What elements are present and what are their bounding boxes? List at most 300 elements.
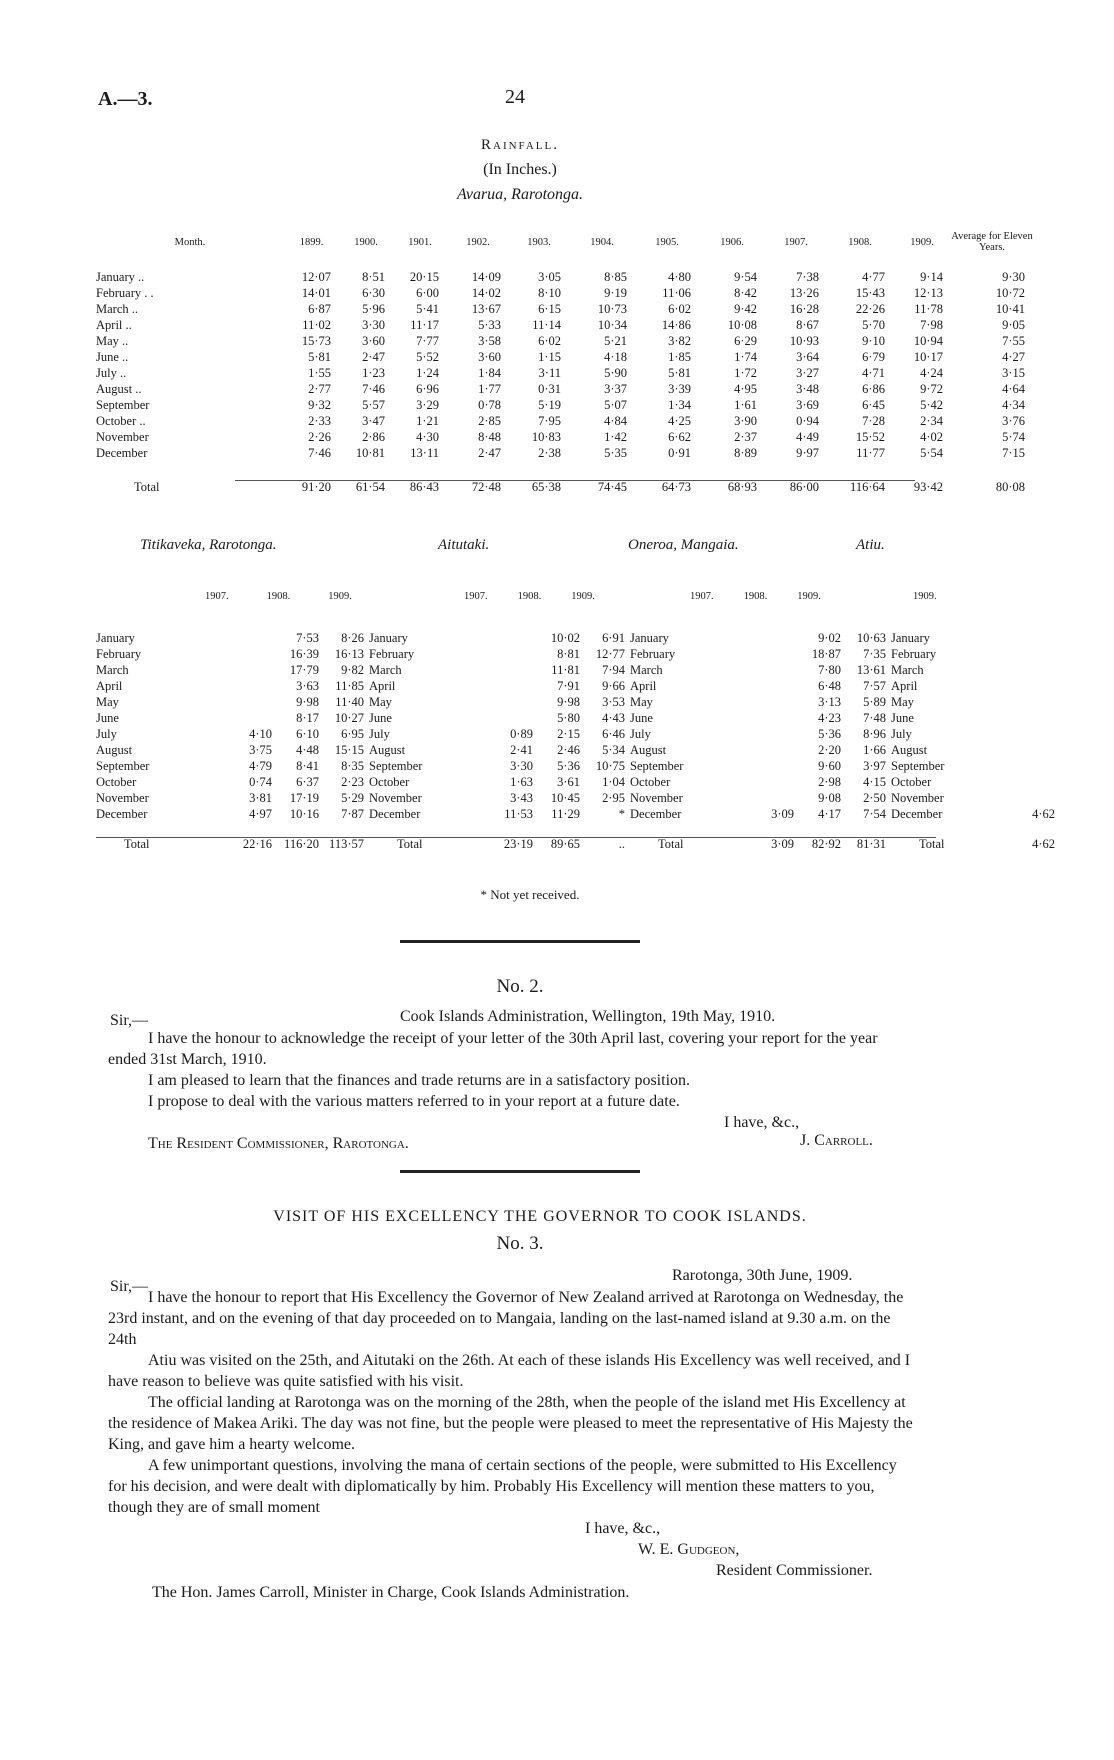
year-label: 1909. (797, 591, 821, 602)
rainfall-value: 4·24 (920, 365, 943, 380)
oneroa-value: 2·20 (818, 742, 841, 757)
rainfall-value: 4·71 (862, 365, 885, 380)
rainfall-station: Avarua, Rarotonga. (456, 186, 584, 203)
rainfall-value: 20·15 (409, 269, 439, 284)
month-row (96, 710, 1060, 726)
titikaveka-heading: Titikaveka, Rarotonga. (140, 537, 277, 553)
aitutaki-total-label: Total (397, 837, 423, 851)
titikaveka-value: 4·79 (249, 758, 272, 773)
year-header: 1908. (848, 236, 872, 248)
rainfall-value: 10·34 (597, 317, 627, 332)
rainfall-value: 4·95 (734, 381, 757, 396)
rainfall-value: 15·52 (855, 429, 885, 444)
titikaveka-value: 4·97 (249, 806, 272, 821)
footnote: * Not yet received. (480, 887, 580, 902)
letter-3-closing: I have, &c., (585, 1520, 661, 1537)
letter-2-closing: I have, &c., (724, 1114, 800, 1131)
titikaveka-value (236, 662, 277, 678)
rainfall-value: 1·74 (734, 349, 757, 364)
rainfall-value: 0·91 (668, 445, 691, 460)
rainfall-value: 11·78 (914, 301, 943, 316)
titikaveka-value: 10·27 (334, 710, 364, 725)
rainfall-value: 1·23 (362, 365, 385, 380)
rainfall-value: 8·42 (734, 285, 757, 300)
oneroa-value: 4·17 (818, 806, 841, 821)
rainfall-value: 7·38 (796, 269, 819, 284)
rainfall-value: 116·64 (850, 480, 885, 494)
rainfall-value: 9·30 (1002, 269, 1025, 284)
titikaveka-month-label: November (96, 790, 149, 805)
aitutaki-total-value: 23·19 (503, 837, 533, 851)
oneroa-value: 7·57 (863, 678, 886, 693)
rainfall-value: 3·60 (362, 333, 385, 348)
letter-2-para-1: I have the honour to acknowledge the receipt of your letter of the 30th April last, covering your report for the year ended 31st March, 1910. (108, 1030, 878, 1068)
rainfall-value: 2·37 (734, 429, 757, 444)
aitutaki-value: 7·94 (602, 662, 625, 677)
aitutaki-value: 6·46 (602, 726, 625, 741)
atiu-value (1015, 758, 1060, 774)
oneroa-value: 7·54 (863, 806, 886, 821)
rainfall-value: 0·78 (478, 397, 501, 412)
rainfall-value: 0·31 (538, 381, 561, 396)
rainfall-value: 9·10 (862, 333, 885, 348)
oneroa-value: 7·48 (863, 710, 886, 725)
rainfall-value: 5·74 (1002, 429, 1025, 444)
rainfall-value: 5·81 (668, 365, 691, 380)
rainfall-value: 22·26 (855, 301, 885, 316)
letter-3-para-1: I have the honour to report that His Excellency the Governor of New Zealand arrived at Rarotonga on Wednesday, the 23rd instant, and on the evening of that day proceeded on to Mangaia, landing on the last-named island at 9.30 a.m. on the 24th (108, 1289, 904, 1348)
rainfall-value: 61·54 (355, 480, 385, 494)
oneroa-value (758, 694, 799, 710)
atiu-month-label: May (891, 694, 914, 709)
rainfall-value: 8·85 (604, 269, 627, 284)
rainfall-value: 80·08 (995, 480, 1025, 494)
titikaveka-value: 3·75 (249, 742, 272, 757)
year-label: 1907. (205, 591, 229, 602)
month-row (96, 285, 1033, 301)
aitutaki-value: 12·77 (595, 646, 625, 661)
rainfall-value: 5·81 (308, 349, 331, 364)
titikaveka-value (236, 630, 277, 646)
month-row (96, 269, 1033, 285)
rainfall-value: 1·21 (416, 413, 439, 428)
oneroa-value: 13·61 (856, 662, 886, 677)
atiu-total-label: Total (919, 837, 945, 851)
rainfall-value: 1·61 (734, 397, 757, 412)
year-header: 1901. (408, 236, 432, 248)
aitutaki-value: 11·29 (551, 806, 580, 821)
atiu-heading: Atiu. (856, 537, 885, 553)
rainfall-value: 3·82 (668, 333, 691, 348)
oneroa-value: 8·96 (863, 726, 886, 741)
month-row (96, 333, 1033, 349)
rainfall-value: 5·90 (604, 365, 627, 380)
rainfall-value: 7·46 (362, 381, 385, 396)
rainfall-value: 4·18 (604, 349, 627, 364)
rainfall-value: 10·72 (995, 285, 1025, 300)
titikaveka-value: 17·79 (289, 662, 319, 677)
oneroa-value (758, 646, 799, 662)
titikaveka-month-label: September (96, 758, 150, 773)
rainfall-value: 8·89 (734, 445, 757, 460)
titikaveka-month-label: January (96, 630, 135, 645)
rainfall-value: 0·94 (796, 413, 819, 428)
rainfall-value: 91·20 (301, 480, 331, 494)
month-header: Month. (174, 236, 206, 248)
rainfall-value: 5·33 (478, 317, 501, 332)
rainfall-value: 4·64 (1002, 381, 1025, 396)
oneroa-total-value: 81·31 (856, 837, 886, 851)
year-label: 1909. (328, 591, 352, 602)
titikaveka-month-label: April (96, 678, 123, 693)
rainfall-value: 1·42 (604, 429, 627, 444)
rainfall-value: 10·81 (355, 445, 385, 460)
salutation: Sir,— (110, 1012, 149, 1029)
titikaveka-value (236, 646, 277, 662)
titikaveka-month-label: December (96, 806, 148, 821)
oneroa-value: 5·89 (863, 694, 886, 709)
aitutaki-value: 6·91 (602, 630, 625, 645)
rainfall-value: 10·83 (531, 429, 561, 444)
titikaveka-value: 9·82 (341, 662, 364, 677)
month-label: December (96, 445, 148, 460)
aitutaki-value: 10·75 (595, 758, 625, 773)
oneroa-value: 18·87 (811, 646, 841, 661)
oneroa-value: 9·08 (818, 790, 841, 805)
month-row (96, 630, 1060, 646)
aitutaki-value: 8·81 (557, 646, 580, 661)
titikaveka-month-label: May (96, 694, 119, 709)
atiu-value (1015, 630, 1060, 646)
rainfall-value: 3·05 (538, 269, 561, 284)
oneroa-value (758, 742, 799, 758)
year-label: 1908. (266, 591, 291, 602)
rainfall-value: 16·28 (789, 301, 819, 316)
rainfall-value: 5·96 (362, 301, 385, 316)
rainfall-value: 2·85 (478, 413, 501, 428)
total-rule (235, 480, 915, 481)
rainfall-value: 3·69 (796, 397, 819, 412)
titikaveka-total-value: 22·16 (242, 837, 272, 851)
aitutaki-month-label: December (369, 806, 421, 821)
month-label: July .. (96, 365, 127, 380)
atiu-value (1015, 694, 1060, 710)
aitutaki-month-label: July (369, 726, 390, 741)
oneroa-total-value: 3·09 (771, 837, 794, 851)
year-header: 1904. (590, 236, 614, 248)
rainfall-value: 8·51 (362, 269, 385, 284)
rainfall-value: 7·77 (416, 333, 439, 348)
oneroa-total-value: 82·92 (811, 837, 841, 851)
atiu-value: 4·62 (1032, 806, 1055, 821)
atiu-month-label: March (891, 662, 924, 677)
oneroa-total-label: Total (658, 837, 684, 851)
atiu-value (1015, 646, 1060, 662)
rainfall-value: 10·93 (789, 333, 819, 348)
rainfall-value: 4·84 (604, 413, 627, 428)
rainfall-value: 65·38 (531, 480, 561, 494)
oneroa-value: 2·98 (818, 774, 841, 789)
oneroa-value: 4·15 (863, 774, 886, 789)
rainfall-value: 74·45 (597, 480, 627, 494)
aitutaki-value (497, 630, 538, 646)
titikaveka-month-label: October (96, 774, 137, 789)
aitutaki-value: 11·81 (551, 662, 580, 677)
letter-2-place-date: Cook Islands Administration, Wellington, 19th May, 1910. (400, 1008, 776, 1025)
rainfall-value: 93·42 (913, 480, 943, 494)
month-row (96, 742, 1060, 758)
atiu-month-label: January (891, 630, 930, 645)
letter-3-signature: W. E. Gudgeon, (638, 1541, 740, 1558)
aitutaki-years (464, 591, 625, 602)
atiu-month-label: April (891, 678, 918, 693)
oneroa-value (758, 630, 799, 646)
atiu-value (1015, 742, 1060, 758)
rainfall-value: 4·27 (1002, 349, 1025, 364)
titikaveka-value: 6·95 (341, 726, 364, 741)
rainfall-value: 9·32 (308, 397, 331, 412)
month-row (96, 429, 1033, 445)
rainfall-value: 11·14 (532, 317, 561, 332)
outer-islands-rainfall-table (96, 630, 1060, 852)
titikaveka-value: 5·29 (341, 790, 364, 805)
titikaveka-value: 16·39 (289, 646, 319, 661)
aitutaki-value: 5·80 (557, 710, 580, 725)
rainfall-value: 9·05 (1002, 317, 1025, 332)
aitutaki-value: 5·36 (557, 758, 580, 773)
titikaveka-value: 6·10 (296, 726, 319, 741)
rainfall-value: 4·30 (416, 429, 439, 444)
aitutaki-month-label: August (369, 742, 406, 757)
oneroa-month-label: December (630, 806, 682, 821)
month-row (96, 445, 1033, 461)
rainfall-value: 5·70 (862, 317, 885, 332)
titikaveka-value: 15·15 (334, 742, 364, 757)
month-label: September (96, 397, 150, 412)
aitutaki-value: 7·91 (557, 678, 580, 693)
month-row (96, 726, 1060, 742)
month-label: April .. (96, 317, 132, 332)
titikaveka-value: 4·10 (249, 726, 272, 741)
titikaveka-value (236, 694, 277, 710)
rainfall-value: 3·58 (478, 333, 501, 348)
titikaveka-month-label: July (96, 726, 117, 741)
oneroa-years (690, 591, 851, 602)
rainfall-value: 6·86 (862, 381, 885, 396)
year-header: 1899. (299, 236, 324, 248)
month-row (96, 662, 1060, 678)
aitutaki-value: 2·41 (510, 742, 533, 757)
page-number: 24 (505, 86, 525, 108)
rainfall-value: 5·52 (416, 349, 439, 364)
atiu-month-label: August (891, 742, 928, 757)
year-label: 1908. (517, 591, 542, 602)
avarua-rainfall-table (96, 215, 1033, 495)
titikaveka-month-label: August (96, 742, 133, 757)
rainfall-value: 4·77 (862, 269, 885, 284)
rainfall-value: 11·17 (410, 317, 439, 332)
rainfall-value: 4·02 (920, 429, 943, 444)
rainfall-value: 3·90 (734, 413, 757, 428)
aitutaki-value (497, 694, 538, 710)
aitutaki-month-label: May (369, 694, 392, 709)
titikaveka-value: 10·16 (289, 806, 319, 821)
oneroa-month-label: April (630, 678, 657, 693)
aitutaki-month-label: March (369, 662, 402, 677)
rainfall-value: 6·15 (538, 301, 561, 316)
rainfall-value: 5·54 (920, 445, 943, 460)
aitutaki-month-label: June (369, 710, 392, 725)
rainfall-value: 7·98 (920, 317, 943, 332)
rainfall-value: 10·94 (913, 333, 943, 348)
letter-2-number: No. 2. (496, 976, 544, 997)
rainfall-value: 2·47 (362, 349, 385, 364)
year-header: 1907. (784, 236, 808, 248)
month-label: June .. (96, 349, 129, 364)
month-row (96, 774, 1060, 790)
rainfall-value: 3·30 (362, 317, 385, 332)
rainfall-value: 1·55 (308, 365, 331, 380)
aitutaki-value: 2·15 (557, 726, 580, 741)
atiu-value (1015, 774, 1060, 790)
aitutaki-month-label: October (369, 774, 410, 789)
oneroa-value: 3·09 (771, 806, 794, 821)
average-header: Average for Eleven Years. (951, 231, 1033, 253)
aitutaki-value: 10·45 (550, 790, 580, 805)
letter-2-para-3: I propose to deal with the various matters referred to in your report at a future date. (148, 1093, 680, 1110)
rainfall-value: 5·57 (362, 397, 385, 412)
letter-3-para-2: Atiu was visited on the 25th, and Aitutaki on the 26th. At each of these islands His Excellency was well received, and I have reason to believe was quite satisfied with his visit. (108, 1352, 911, 1390)
aitutaki-total-value: 89·65 (550, 837, 580, 851)
titikaveka-value: 8·26 (341, 630, 364, 645)
oneroa-value: 3·13 (818, 694, 841, 709)
rainfall-value: 12·07 (301, 269, 331, 284)
aitutaki-total-value: .. (618, 837, 625, 851)
rainfall-value: 2·33 (308, 413, 331, 428)
atiu-year: 1909. (913, 591, 937, 602)
atiu-month-label: February (891, 646, 937, 661)
rainfall-value: 2·47 (478, 445, 501, 460)
visit-heading: VISIT OF HIS EXCELLENCY THE GOVERNOR TO COOK ISLANDS. (273, 1208, 807, 1225)
aitutaki-value: 3·61 (557, 774, 580, 789)
oneroa-value: 7·80 (818, 662, 841, 677)
rainfall-units: (In Inches.) (483, 161, 557, 178)
titikaveka-month-label: June (96, 710, 119, 725)
rainfall-value: 2·38 (538, 445, 561, 460)
aitutaki-month-label: April (369, 678, 396, 693)
rainfall-value: 3·47 (362, 413, 385, 428)
rainfall-value: 11·06 (662, 285, 691, 300)
rainfall-value: 4·34 (1002, 397, 1025, 412)
rainfall-value: 6·96 (416, 381, 439, 396)
rainfall-value: 11·77 (856, 445, 885, 460)
month-label: February . . (96, 285, 154, 300)
aitutaki-value: 4·43 (602, 710, 625, 725)
atiu-value (1015, 678, 1060, 694)
titikaveka-years (205, 591, 390, 602)
rainfall-value: 3·60 (478, 349, 501, 364)
titikaveka-value: 8·17 (296, 710, 319, 725)
rainfall-value: 7·15 (1002, 445, 1025, 460)
rainfall-value: 8·48 (478, 429, 501, 444)
year-header: 1903. (527, 236, 551, 248)
letter-2-recipient: The Resident Commissioner, Rarotonga. (148, 1135, 409, 1152)
titikaveka-total-value: 113·57 (329, 837, 364, 851)
rainfall-value: 1·77 (478, 381, 501, 396)
rainfall-title: Rainfall. (481, 137, 559, 153)
oneroa-value (758, 662, 799, 678)
letter-3-recipient: The Hon. James Carroll, Minister in Charge, Cook Islands Administration. (152, 1584, 630, 1601)
rainfall-value: 3·37 (604, 381, 627, 396)
titikaveka-value: 6·37 (296, 774, 319, 789)
aitutaki-value: 9·66 (602, 678, 625, 693)
rainfall-value: 3·39 (668, 381, 691, 396)
aitutaki-value: 3·43 (510, 790, 533, 805)
oneroa-value (758, 710, 799, 726)
titikaveka-total-label: Total (124, 837, 150, 851)
rainfall-value: 6·30 (362, 285, 385, 300)
rainfall-value: 14·86 (661, 317, 691, 332)
rainfall-value: 6·79 (862, 349, 885, 364)
titikaveka-value: 9·98 (296, 694, 319, 709)
rainfall-value: 14·09 (471, 269, 501, 284)
atiu-month-label: September (891, 758, 945, 773)
year-header: 1905. (655, 236, 679, 248)
rainfall-value: 6·00 (416, 285, 439, 300)
titikaveka-value: 17·19 (289, 790, 319, 805)
rainfall-value: 7·95 (538, 413, 561, 428)
month-label: January .. (96, 269, 145, 284)
titikaveka-value (236, 678, 277, 694)
letter-3-para-3: The official landing at Rarotonga was on the morning of the 28th, when the people of the island met His Excellency at the residence of Makea Ariki. The day was not fine, but the people were pleased to meet the representative of His Majesty the King, and gave him a hearty welcome. (108, 1394, 913, 1453)
rainfall-value: 9·42 (734, 301, 757, 316)
rainfall-value: 4·80 (668, 269, 691, 284)
aitutaki-value (497, 646, 538, 662)
letter-2-signature: J. Carroll. (800, 1132, 873, 1149)
rainfall-value: 8·10 (538, 285, 561, 300)
titikaveka-value: 0·74 (249, 774, 272, 789)
rainfall-value: 7·46 (308, 445, 331, 460)
oneroa-value: 4·23 (818, 710, 841, 725)
titikaveka-value: 7·53 (296, 630, 319, 645)
atiu-total-value: 4·62 (1032, 837, 1055, 851)
aitutaki-value: 2·95 (602, 790, 625, 805)
oneroa-value: 9·60 (818, 758, 841, 773)
rainfall-value: 6·45 (862, 397, 885, 412)
rainfall-value: 6·02 (538, 333, 561, 348)
atiu-month-label: June (891, 710, 914, 725)
rainfall-value: 14·01 (301, 285, 331, 300)
rainfall-value: 15·43 (855, 285, 885, 300)
atiu-value (1015, 790, 1060, 806)
oneroa-heading: Oneroa, Mangaia. (628, 537, 739, 553)
rainfall-value: 3·11 (538, 365, 561, 380)
oneroa-value (758, 774, 799, 790)
month-row (96, 646, 1060, 662)
rainfall-value: 1·34 (668, 397, 691, 412)
rainfall-value: 6·62 (668, 429, 691, 444)
titikaveka-value: 11·40 (335, 694, 364, 709)
rainfall-value: 13·26 (789, 285, 819, 300)
titikaveka-total-value: 116·20 (284, 837, 319, 851)
oneroa-value: 2·50 (863, 790, 886, 805)
month-row (96, 413, 1033, 429)
month-row (96, 790, 1060, 806)
rainfall-value: 4·49 (796, 429, 819, 444)
atiu-value (1015, 662, 1060, 678)
rainfall-value: 2·26 (308, 429, 331, 444)
aitutaki-value: 0·89 (510, 726, 533, 741)
